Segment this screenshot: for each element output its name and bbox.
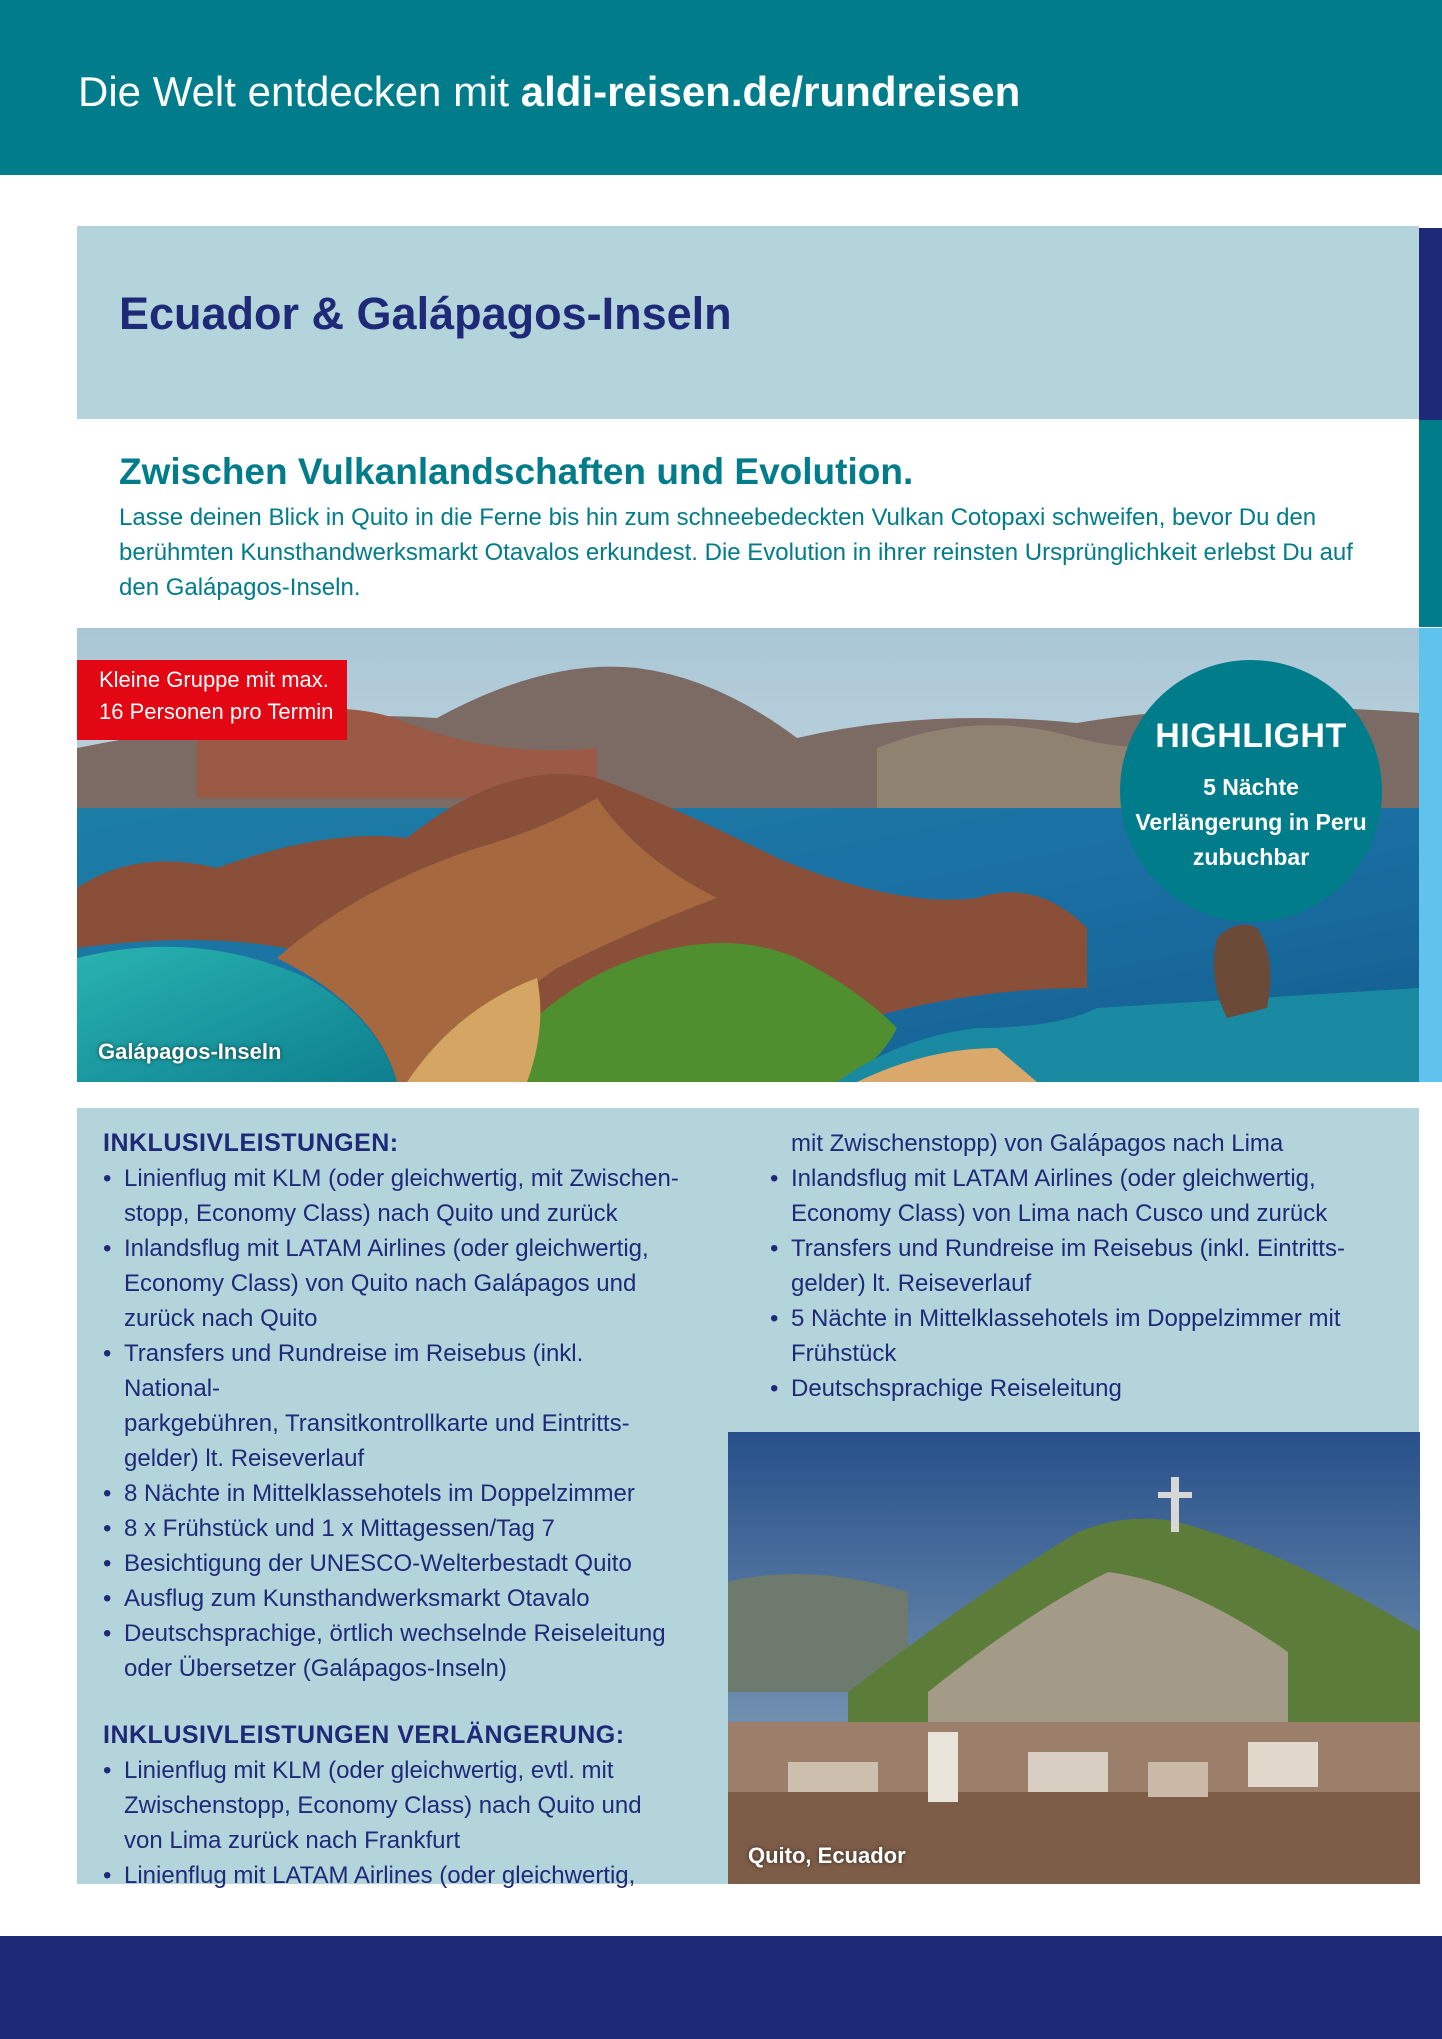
tagline-prefix: Die Welt entdecken mit <box>78 68 510 115</box>
list-item: • Transfers und Rundreise im Reisebus (inkl. National- parkgebühren, Transitkontrollkarte und Eintritts- gelder) lt. Reiseverlauf <box>103 1336 683 1476</box>
highlight-circle <box>1120 660 1382 922</box>
list-item: • Linienflug mit KLM (oder gleichwertig, mit Zwischen- stopp, Economy Class) nach Quito und zurück <box>103 1161 683 1231</box>
list-item: • Transfers und Rundreise im Reisebus (inkl. Eintritts- gelder) lt. Reiseverlauf <box>770 1231 1370 1301</box>
inclusions-column-left <box>103 1126 683 1893</box>
extension-heading: INKLUSIVLEISTUNGEN VERLÄNGERUNG: <box>103 1721 625 1749</box>
tagline-link[interactable]: aldi-reisen.de/rundreisen <box>520 68 1021 115</box>
highlight-title: HIGHLIGHT <box>1155 717 1347 755</box>
list-item: • 5 Nächte in Mittelklassehotels im Doppelzimmer mit Frühstück <box>770 1301 1370 1371</box>
highlight-line-3: zubuchbar <box>1192 844 1310 870</box>
quito-photo <box>728 1432 1420 1884</box>
list-item: • Besichtigung der UNESCO-Welterbestadt Quito <box>103 1546 683 1581</box>
title-box <box>77 226 1419 419</box>
extension-column-right <box>770 1126 1370 1406</box>
badge-line-2: 16 Personen pro Termin <box>99 699 334 724</box>
list-item: • Deutschsprachige Reiseleitung <box>770 1371 1370 1406</box>
highlight-line-2: Verlängerung in Peru <box>1135 809 1367 835</box>
list-item: • Ausflug zum Kunsthandwerksmarkt Otavalo <box>103 1581 683 1616</box>
footer-bar <box>0 1936 1442 2039</box>
list-item-continuation: mit Zwischenstopp) von Galápagos nach Lima <box>791 1130 1284 1157</box>
photo-caption-quito: Quito, Ecuador <box>748 1843 906 1868</box>
list-item: • Inlandsflug mit LATAM Airlines (oder gleichwertig, Economy Class) von Quito nach Galápagos und zurück nach Quito <box>103 1231 683 1336</box>
list-item: • Linienflug mit LATAM Airlines (oder gleichwertig, <box>103 1858 683 1893</box>
inclusions-heading: INKLUSIVLEISTUNGEN: <box>103 1129 399 1157</box>
list-item: • 8 Nächte in Mittelklassehotels im Doppelzimmer <box>103 1476 683 1511</box>
header-tagline <box>78 68 1020 116</box>
list-item: • Linienflug mit KLM (oder gleichwertig, evtl. mit Zwischenstopp, Economy Class) nach Quito und von Lima zurück nach Frankfurt <box>103 1753 683 1858</box>
header-bar <box>0 0 1442 175</box>
highlight-text <box>1130 770 1372 875</box>
side-strip-lightblue <box>1419 628 1442 1082</box>
extension-list-left <box>103 1753 683 1893</box>
highlight-line-1: 5 Nächte <box>1203 774 1299 800</box>
list-item: • 8 x Frühstück und 1 x Mittagessen/Tag 7 <box>103 1511 683 1546</box>
list-item: • Deutschsprachige, örtlich wechselnde Reiseleitung oder Übersetzer (Galápagos-Inseln) <box>103 1616 683 1686</box>
intro-heading: Zwischen Vulkanlandschaften und Evolution. <box>119 451 914 492</box>
page-title: Ecuador & Galápagos-Inseln <box>119 288 732 339</box>
inclusions-list <box>103 1161 683 1686</box>
quito-city-image <box>728 1432 1420 1884</box>
badge-line-1: Kleine Gruppe mit max. <box>99 667 329 692</box>
intro-text: Lasse deinen Blick in Quito in die Ferne bis hin zum schneebedeckten Vulkan Cotopaxi schweifen, bevor Du den berühmten Kunsthandwerksmarkt Otavalos erkundest. Die Evolution in ihrer reinsten Ursprünglichkeit erlebst Du auf den Galápagos-Inseln. <box>119 504 1353 601</box>
photo-caption-galapagos: Galápagos-Inseln <box>98 1039 282 1064</box>
extension-list-right <box>770 1126 1370 1406</box>
side-strip-teal <box>1419 420 1442 627</box>
list-item: • Inlandsflug mit LATAM Airlines (oder gleichwertig, Economy Class) von Lima nach Cusco und zurück <box>770 1161 1370 1231</box>
small-group-badge <box>77 660 347 740</box>
side-strip-navy <box>1419 228 1442 420</box>
